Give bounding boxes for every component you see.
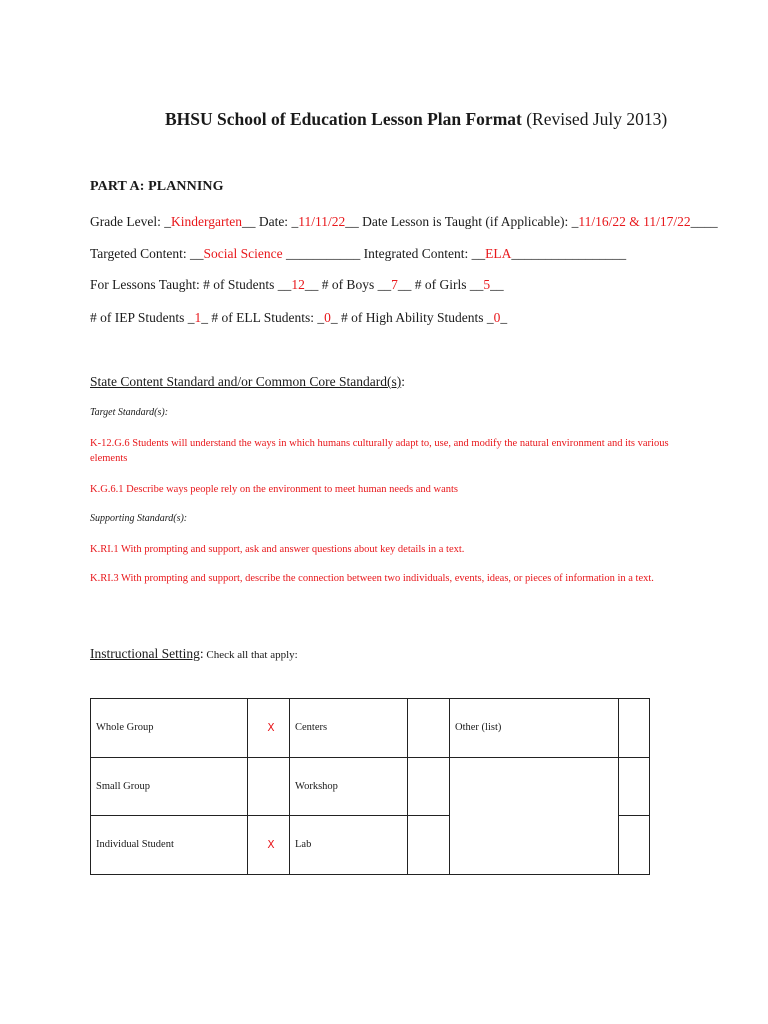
integrated-value: ELA [485,246,512,261]
boys-value: 7 [391,277,398,292]
supporting-standards-label: Supporting Standard(s): [90,513,188,524]
taught-value: 11/16/22 & 11/17/22 [578,214,691,229]
checkbox-cell[interactable] [408,757,450,816]
grade-line [90,214,718,230]
table-row [91,699,650,758]
content-tail: _________________ [511,246,627,261]
boys-label: __ # of Boys __ [304,277,392,292]
setting-option: Individual Student [91,816,248,875]
title-main: BHSU School of Education Lesson Plan Format [165,109,522,129]
standards-heading-text: State Content Standard and/or Common Core Standard(s) [90,374,402,389]
girls-value: 5 [483,277,491,292]
supporting-standard-1: K.RI.1 With prompting and support, ask and answer questions about key details in a text. [90,544,465,555]
checkbox-cell[interactable]: X [248,699,290,758]
target-standard-1: K-12.G.6 Students will understand the ways in which humans culturally adapt to, use, and modify the natural environment and its various elements [90,438,669,464]
checkbox-cell[interactable] [408,816,450,875]
instructional-setting-heading [90,646,298,662]
setting-hint: Check all that apply: [203,649,298,661]
counts-line [90,277,504,293]
target-standard-2: K.G.6.1 Describe ways people rely on the environment to meet human needs and wants [90,484,458,495]
setting-option: Lab [290,816,408,875]
grade-value: Kindergarten [170,214,242,229]
checkbox-cell[interactable] [248,757,290,816]
targeted-label: Targeted Content: __ [90,246,204,261]
standards-heading [90,374,405,390]
checkbox-cell[interactable] [408,699,450,758]
students-label: For Lessons Taught: # of Students __ [90,277,292,292]
target-standards-label: Target Standard(s): [90,407,169,418]
counts-tail: __ [490,277,504,292]
supporting-standard-2: K.RI.3 With prompting and support, describe the connection between two individuals, events, ideas, or pieces of information in a text. [90,573,654,584]
title-revised: (Revised July 2013) [526,109,668,129]
setting-option: Whole Group [91,699,248,758]
ell-value: 0 [324,310,331,325]
setting-option: Other (list) [450,699,619,758]
other-list-cell[interactable] [450,757,619,874]
date-value: 11/11/22 [298,214,346,229]
special-line [90,310,507,326]
checkbox-cell[interactable] [619,816,650,875]
setting-option: Workshop [290,757,408,816]
special-tail: _ [500,310,508,325]
grade-tail: ____ [690,214,718,229]
taught-label: __ Date Lesson is Taught (if Applicable): _ [345,214,579,229]
part-a-heading: PART A: PLANNING [90,179,224,194]
integrated-label: ___________ Integrated Content: __ [282,246,486,261]
instructional-setting-table [90,698,650,875]
ha-label: _ # of High Ability Students _ [330,310,494,325]
checkbox-cell[interactable] [619,757,650,816]
iep-value: 1 [194,310,202,325]
ell-label: _ # of ELL Students: _ [201,310,325,325]
setting-option: Small Group [91,757,248,816]
page-title [165,109,667,130]
girls-label: __ # of Girls __ [397,277,484,292]
students-value: 12 [291,277,305,292]
table-row [91,757,650,816]
date-label: __ Date: _ [241,214,299,229]
setting-colon: : [199,646,204,661]
iep-label: # of IEP Students _ [90,310,195,325]
content-line [90,246,626,262]
checkbox-cell[interactable]: X [248,816,290,875]
setting-option: Centers [290,699,408,758]
targeted-value: Social Science [203,246,283,261]
ha-value: 0 [493,310,501,325]
setting-label: Instructional Setting [90,646,200,661]
checkbox-cell[interactable] [619,699,650,758]
standards-heading-colon: : [401,374,405,389]
grade-label: Grade Level: _ [90,214,171,229]
